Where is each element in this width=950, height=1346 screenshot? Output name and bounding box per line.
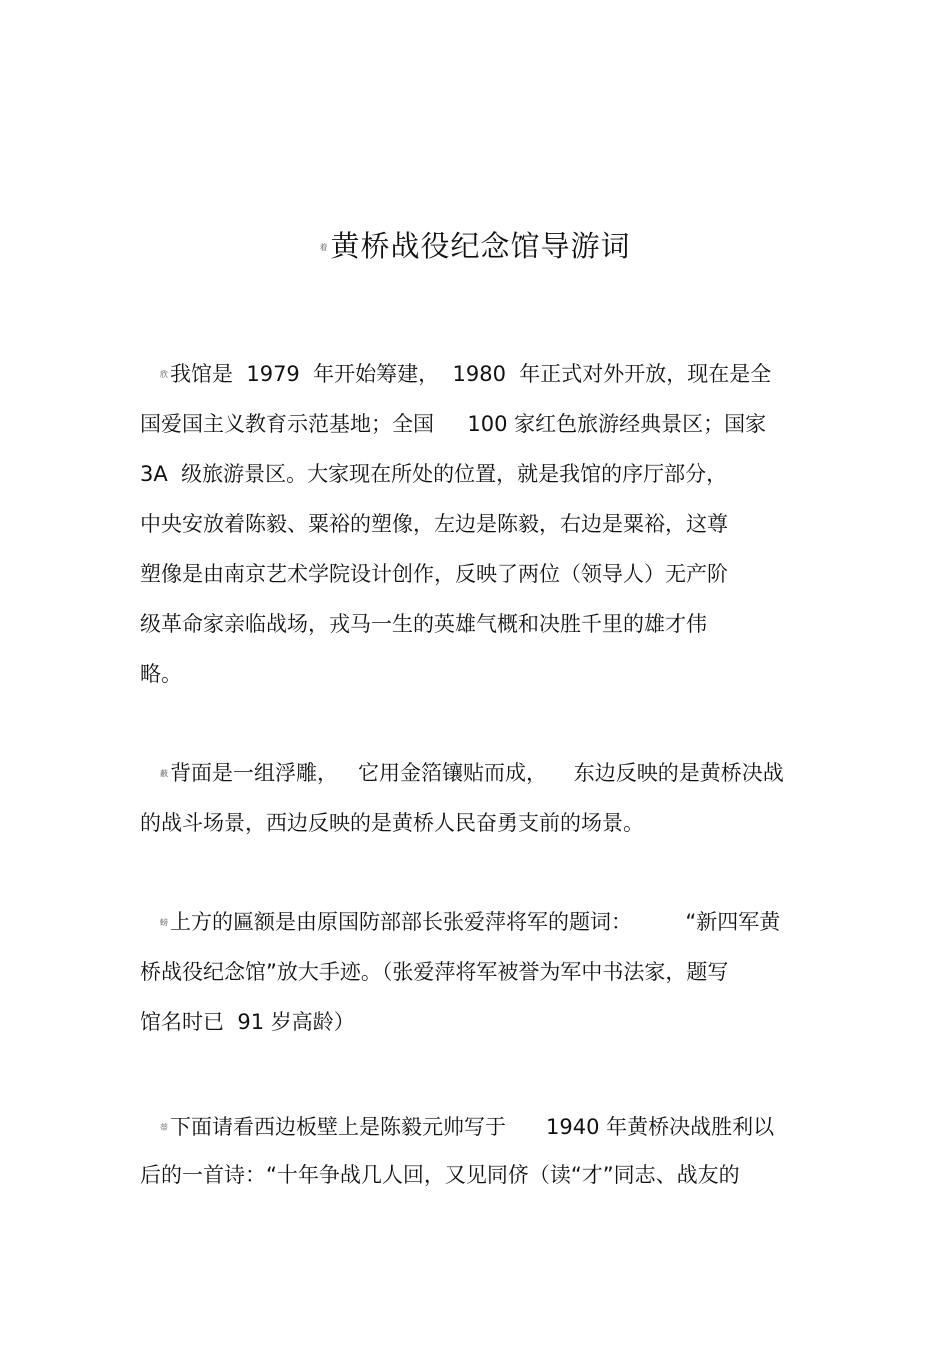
- paragraph-1-line-2: 国爱国主义教育示范基地；全国 100 家红色旅游经典景区；国家: [140, 412, 767, 436]
- paragraph-1-line-4: 中央安放着陈毅、粟裕的塑像，左边是陈毅，右边是粟裕，这尊: [140, 512, 728, 536]
- paragraph-1-line-5: 塑像是由南京艺术学院设计创作，反映了两位（领导人）无产阶: [140, 562, 728, 586]
- paragraph-1-margin-mark: 欣: [160, 370, 168, 379]
- paragraph-2-line-1: 蔽背面是一组浮雕， 它用金箔镶贴而成， 东边反映的是黄桥决战: [160, 758, 784, 789]
- title-text: 黄桥战役纪念馆导游词: [330, 229, 631, 263]
- paragraph-2-line-2: 的战斗场景，西边反映的是黄桥人民奋勇支前的场景。: [140, 811, 644, 835]
- paragraph-1-line-1: 欣我馆是 1979 年开始筹建， 1980 年正式对外开放，现在是全: [160, 359, 771, 390]
- paragraph-1-line-7: 略。: [140, 662, 182, 686]
- paragraph-4-line-2: 后的一首诗：“十年争战几人回，又见同侪（读“才”同志、战友的: [140, 1163, 740, 1187]
- document-title: [0, 222, 950, 272]
- paragraph-3-margin-mark: 螃: [160, 918, 168, 927]
- paragraph-2-margin-mark: 蔽: [160, 769, 168, 778]
- title-margin-mark: 着: [319, 243, 329, 252]
- paragraph-1-line-3: 3A 级旅游景区。大家现在所处的位置，就是我馆的序厅部分，: [140, 462, 728, 486]
- paragraph-3-line-2: 桥战役纪念馆”放大手迹。（张爱萍将军被誉为军中书法家，题写: [140, 960, 729, 984]
- paragraph-1-line-6: 级革命家亲临战场，戎马一生的英雄气概和决胜千里的雄才伟: [140, 612, 707, 636]
- paragraph-4-margin-mark: 蒂: [160, 1123, 168, 1132]
- paragraph-3-line-3: 馆名时已 91 岁高龄）: [140, 1010, 355, 1034]
- paragraph-4-line-1: 蒂下面请看西边板壁上是陈毅元帅写于 1940 年黄桥决战胜利以: [160, 1112, 774, 1143]
- paragraph-3-line-1: 螃上方的匾额是由原国防部部长张爱萍将军的题词： “新四军黄: [160, 907, 780, 938]
